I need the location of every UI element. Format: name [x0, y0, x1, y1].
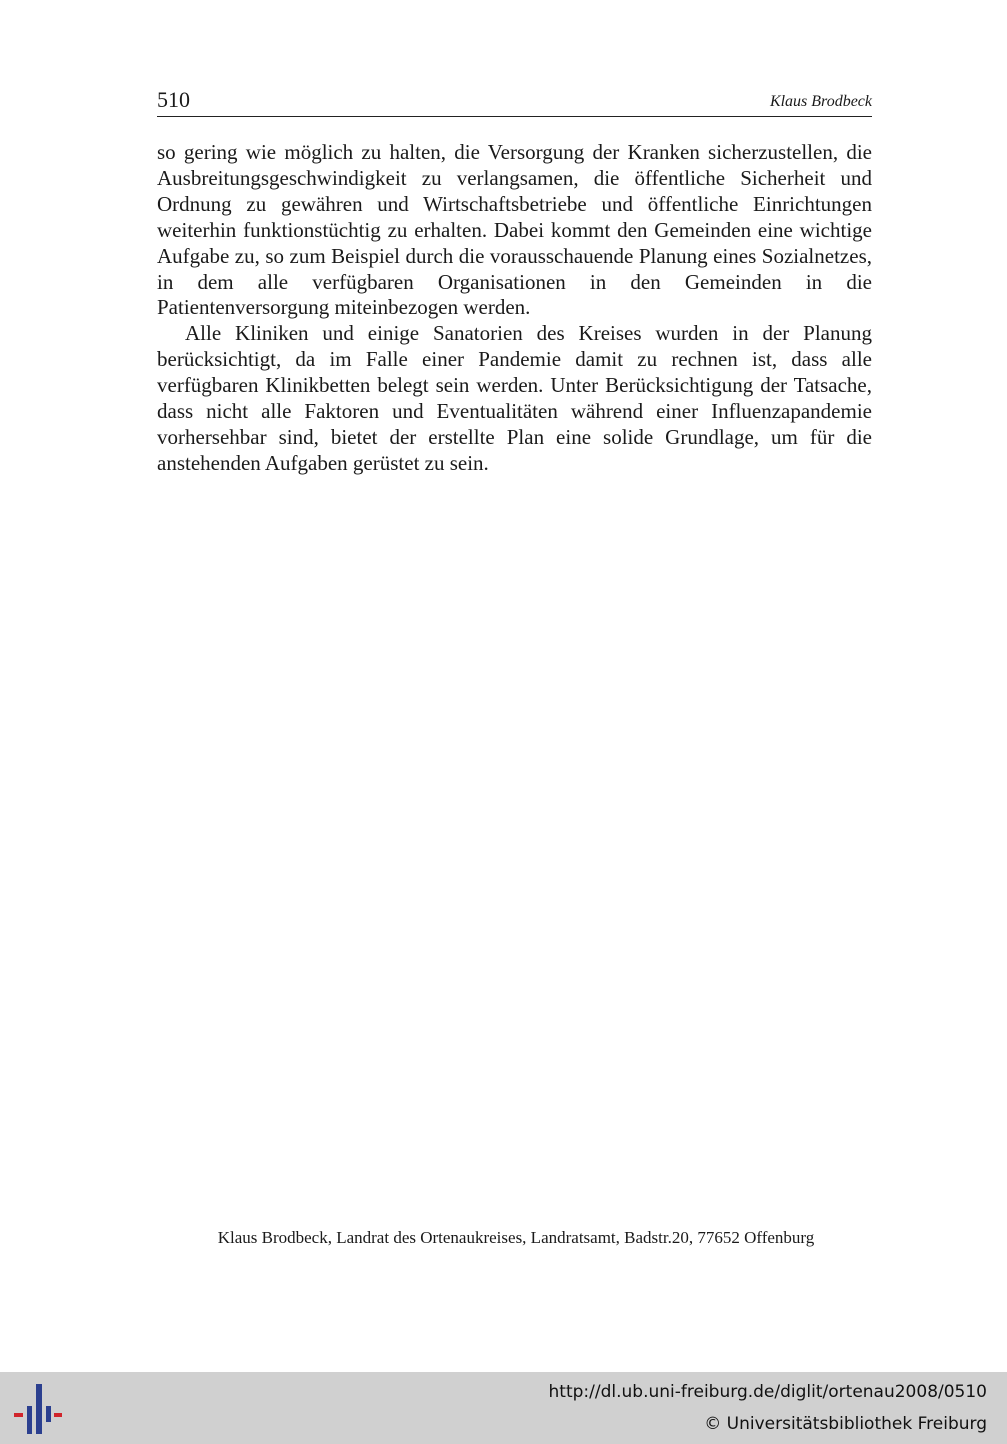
- copyright-notice: © Universitätsbibliothek Freiburg: [704, 1414, 987, 1434]
- body-text: [157, 140, 872, 477]
- author-address: Klaus Brodbeck, Landrat des Ortenaukreises, Landratsamt, Badstr.20, 77652 Offenburg: [217, 1228, 815, 1247]
- page-number: 510: [157, 87, 190, 112]
- paragraph: Alle Kliniken und einige Sanatorien des Kreises wurden in der Planung berücksichtigt, da im Falle einer Pandemie damit zu rechnen ist, dass alle verfügbaren Klinikbetten belegt sein werden. Unter Berücksichtigung der Tatsache, dass nicht alle Faktoren und Eventualitäten während einer Influenzapandemie vorhersehbar sind, bietet der erstellte Plan eine solide Grundlage, um für die anstehenden Aufgaben gerüstet zu sein.: [157, 321, 872, 475]
- permalink-url[interactable]: http://dl.ub.uni-freiburg.de/diglit/ortenau2008/0510: [548, 1382, 987, 1402]
- library-footer: [0, 1372, 1007, 1444]
- author-footnote: [0, 1226, 1007, 1250]
- running-author: Klaus Brodbeck: [769, 93, 872, 110]
- ub-freiburg-logo-icon: [14, 1384, 62, 1434]
- paragraph: so gering wie möglich zu halten, die Versorgung der Kranken sicherzustellen, die Ausbreitungsgeschwindigkeit zu verlangsamen, die öffentliche Sicherheit und Ordnung zu gewähren und Wirtschaftsbetriebe und öffentliche Einrichtungen weiterhin funktionstüchtig zu erhalten. Dabei kommt den Gemeinden eine wichtige Aufgabe zu, so zum Beispiel durch die vorausschauende Planung eines Sozialnetzes, in dem alle verfügbaren Organisationen in den Gemeinden in die Patientenversorgung miteinbezogen werden.: [157, 140, 872, 320]
- running-head: [157, 86, 872, 117]
